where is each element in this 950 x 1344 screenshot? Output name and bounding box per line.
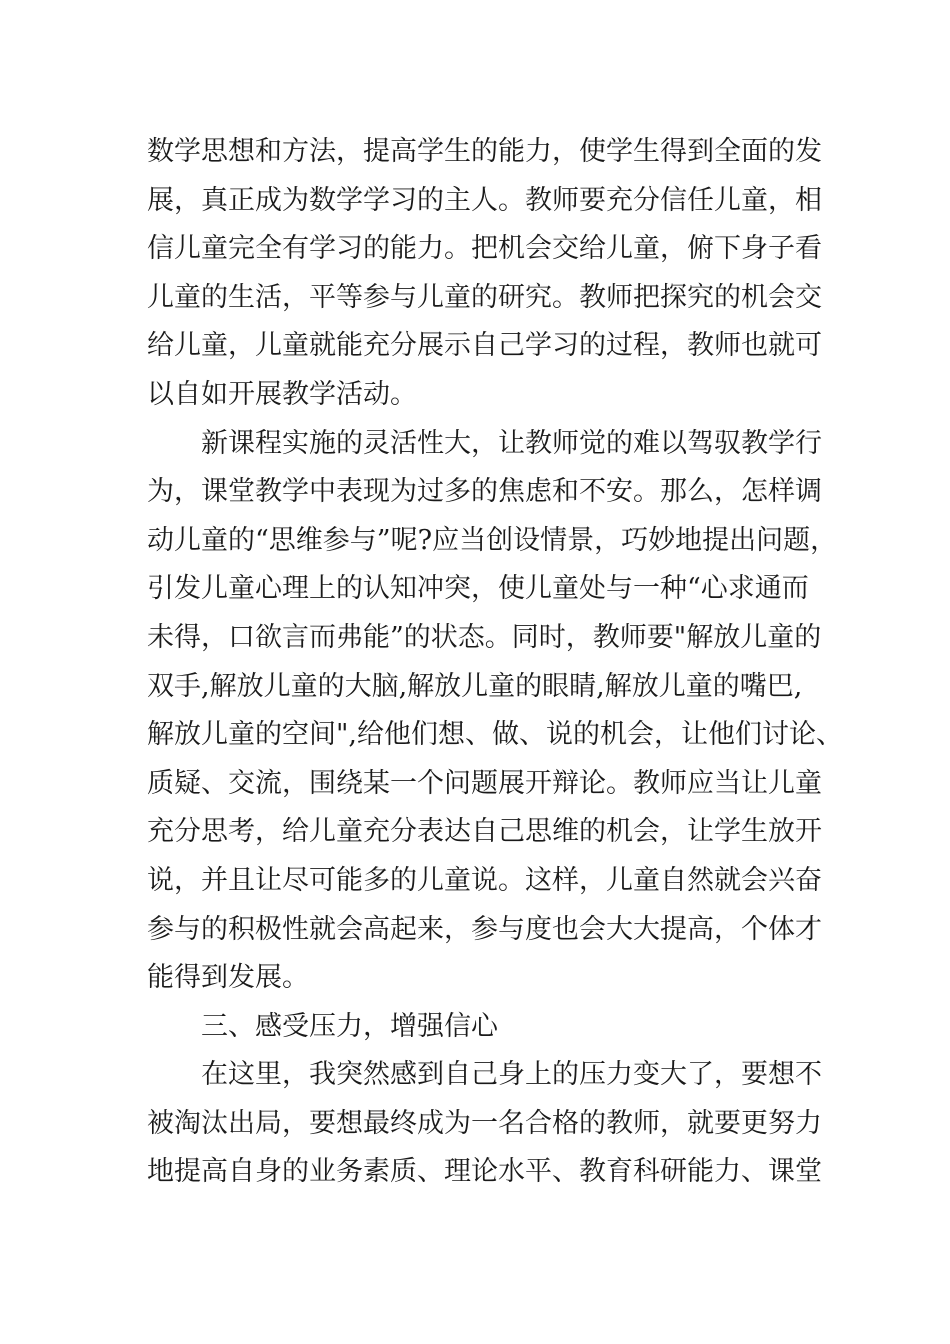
text-line: 儿童的生活，平等参与儿童的研究。教师把探究的机会交 [147, 281, 822, 313]
text-line: 未得，口欲言而弗能”的状态。同时，教师要"解放儿童的 [147, 621, 822, 653]
text-line: 充分思考，给儿童充分表达自己思维的机会，让学生放开 [147, 816, 822, 848]
text-line: 三、感受压力，增强信心 [201, 1010, 498, 1042]
text-line: 解放儿童的空间",给他们想、做、说的机会，让他们讨论、 [147, 719, 844, 751]
text-line: 能得到发展。 [147, 962, 309, 994]
text-line: 地提高自身的业务素质、理论水平、教育科研能力、课堂 [147, 1156, 822, 1188]
text-line: 引发儿童心理上的认知冲突，使儿童处与一种“心求通而 [147, 573, 809, 605]
text-line: 为，课堂教学中表现为过多的焦虑和不安。那么，怎样调 [147, 476, 822, 508]
text-line: 动儿童的“思维参与”呢?应当创设情景，巧妙地提出问题， [147, 524, 838, 556]
text-line: 展，真正成为数学学习的主人。教师要充分信任儿童，相 [147, 184, 822, 216]
text-line: 说，并且让尽可能多的儿童说。这样，儿童自然就会兴奋 [147, 864, 822, 896]
text-line: 参与的积极性就会高起来，参与度也会大大提高，个体才 [147, 913, 822, 945]
text-line: 新课程实施的灵活性大，让教师觉的难以驾驭教学行 [201, 427, 822, 459]
text-line: 以自如开展教学活动。 [147, 378, 417, 410]
body-text [147, 128, 844, 1197]
text-line: 双手,解放儿童的大脑,解放儿童的眼睛,解放儿童的嘴巴, [147, 670, 803, 702]
text-line: 在这里，我突然感到自己身上的压力变大了，要想不 [201, 1059, 822, 1091]
text-line: 信儿童完全有学习的能力。把机会交给儿童，俯下身子看 [147, 233, 822, 265]
text-line: 被淘汰出局，要想最终成为一名合格的教师，就要更努力 [147, 1107, 822, 1139]
text-line: 给儿童，儿童就能充分展示自己学习的过程，教师也就可 [147, 330, 822, 362]
text-line: 质疑、交流，围绕某一个问题展开辩论。教师应当让儿童 [147, 767, 822, 799]
text-line: 数学思想和方法，提高学生的能力，使学生得到全面的发 [147, 136, 822, 167]
